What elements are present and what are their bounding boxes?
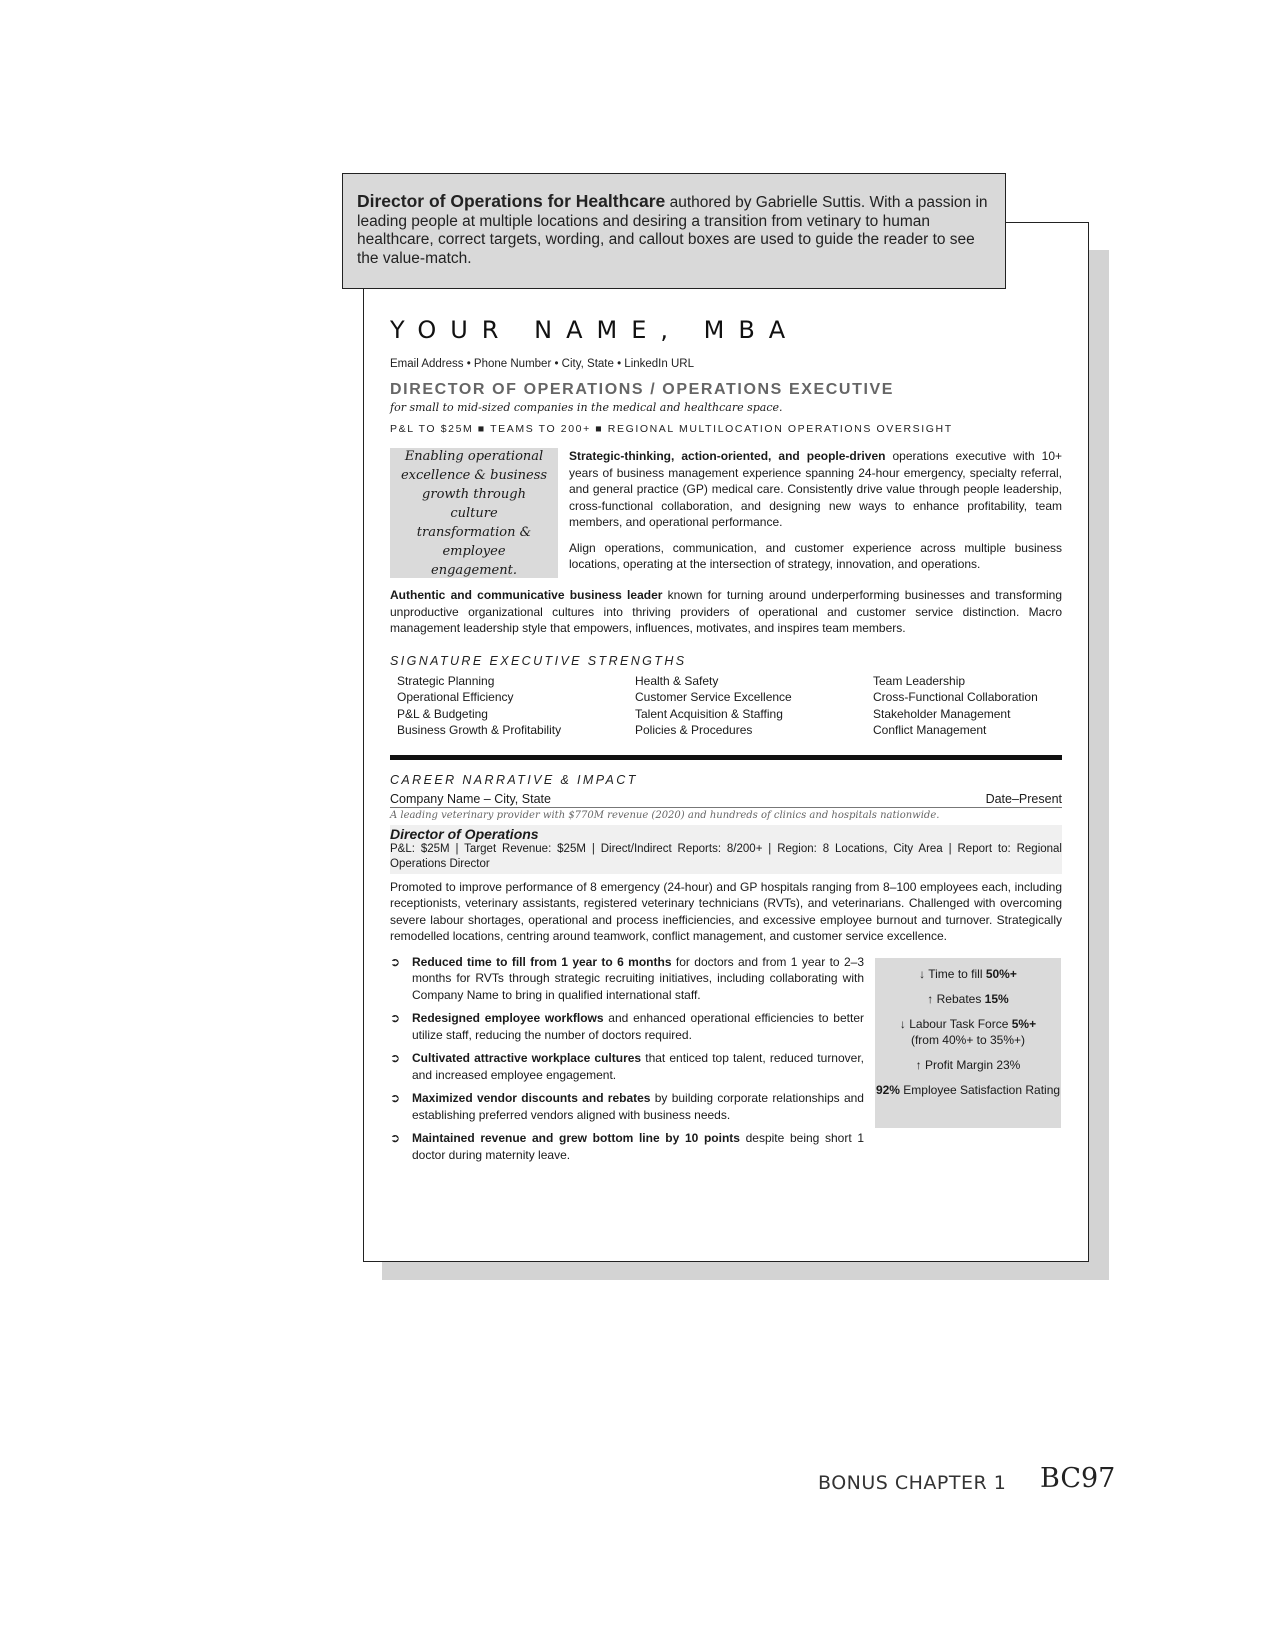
- intro-paragraph-1: [569, 448, 1062, 531]
- strength-item: P&L & Budgeting: [397, 706, 488, 721]
- strength-item: Talent Acquisition & Staffing: [635, 706, 783, 721]
- candidate-name: YOUR NAME, MBA: [390, 316, 800, 344]
- arrow-bullet-icon: ➲: [390, 1091, 401, 1105]
- strength-item: Strategic Planning: [397, 673, 495, 688]
- bullet-bold: Redesigned employee workflows: [412, 1011, 604, 1025]
- employment-dates: Date–Present: [985, 791, 1062, 806]
- strengths-heading: SIGNATURE EXECUTIVE STRENGTHS: [390, 653, 687, 668]
- metric-value: 15%: [984, 991, 1009, 1006]
- metric-profit-margin: ↑ Profit Margin 23%: [915, 1057, 1021, 1072]
- strength-item: Policies & Procedures: [635, 723, 753, 737]
- quote-box: Enabling operational excellence & business growth through culture transformation & employee engagement.: [390, 448, 558, 578]
- resume-content: [390, 316, 1062, 1170]
- bullet-text: for doctors and from 1 year to 2–3 months for RVTs through strategic recruiting initiatives, including collaborating with Company Name to bring in qualified international staff.: [412, 954, 864, 1002]
- metric-label: ↓ Labour Task Force: [899, 1016, 1012, 1031]
- list-item: [390, 1130, 864, 1163]
- metric-rebates: [875, 991, 1061, 1007]
- role-meta: P&L: $25M | Target Revenue: $25M | Direct/Indirect Reports: 8/200+ | Region: 8 Locations, City Area | Report to: Regional Operations Director: [390, 842, 1062, 870]
- career-heading: CAREER NARRATIVE & IMPACT: [390, 772, 638, 787]
- intro-p1-rest: operations executive with 10+ years of business management experience spanning 24-hour emergency, specialty referral, and general practice (GP) medical care. Consistently drive value through people leadership, cross-functional collaboration, and designing new ways to enhance profitability, team members, and operational performance.: [569, 449, 1062, 529]
- list-item: [390, 1050, 864, 1083]
- achievement-list: [390, 954, 864, 1171]
- headline-subtitle: for small to mid-sized companies in the medical and healthcare space.: [390, 401, 783, 414]
- strength-item: Cross-Functional Collaboration: [873, 690, 1038, 704]
- bullet-text: and enhanced operational efficiencies to better utilize staff, reducing the number of doctors required.: [412, 1011, 864, 1042]
- strength-item: Stakeholder Management: [873, 706, 1011, 721]
- list-item: [390, 1090, 864, 1123]
- role-title: Director of Operations: [390, 825, 539, 842]
- callout-box: [342, 173, 1006, 289]
- strength-item: Customer Service Excellence: [635, 690, 792, 704]
- role-summary: Promoted to improve performance of 8 emergency (24-hour) and GP hospitals ranging from 8–100 employees each, including receptionists, veterinary assistants, registered veterinary technicians (RVTs), and veterinarians. Challenged with overcoming severe labour shortages, operational and process inefficiencies, and excessive employee burnout and turnover. Strategically remodelled locations, centring around teamwork, conflict management, and customer service excellence.: [390, 879, 1062, 943]
- intro-section: [390, 448, 1062, 578]
- metric-time-to-fill: [875, 966, 1061, 982]
- callout-title: Director of Operations for Healthcare: [357, 191, 666, 211]
- page-number: BC97: [1040, 1463, 1116, 1494]
- strengths-grid: [390, 673, 1062, 739]
- metric-value: 5%+: [1011, 1016, 1037, 1031]
- bullet-text: that enticed top talent, reduced turnover, and increased employee engagement.: [412, 1051, 864, 1082]
- intro-p3-rest: known for turning around underperforming businesses and transforming unproductive organizational cultures into thriving providers of operational and customer service distinction. Macro management leadership style that empowers, influences, motivates, and inspires team members.: [390, 588, 1062, 635]
- arrow-bullet-icon: ➲: [390, 1051, 401, 1065]
- strength-item: Health & Safety: [635, 673, 719, 688]
- bullet-text: despite being short 1 doctor during maternity leave.: [412, 1131, 864, 1162]
- list-item: [390, 1010, 864, 1043]
- arrow-bullet-icon: ➲: [390, 954, 401, 969]
- headline-title: DIRECTOR OF OPERATIONS / OPERATIONS EXECUTIVE: [390, 381, 895, 398]
- achievements-section: [390, 954, 1062, 1171]
- arrow-bullet-icon: ➲: [390, 1011, 401, 1025]
- metric-labour: [875, 1016, 1061, 1048]
- strength-item: Business Growth & Profitability: [397, 723, 562, 737]
- footer-chapter: BONUS CHAPTER 1: [818, 1472, 1007, 1494]
- intro-paragraph-2: Align operations, communication, and customer experience across multiple business locations, operating at the intersection of strategy, innovation, and operations.: [569, 540, 1062, 571]
- metrics-box: [875, 958, 1061, 1128]
- role-box: [390, 825, 1062, 874]
- intro-paragraph-3: [390, 587, 1062, 637]
- strength-item: Conflict Management: [873, 723, 987, 737]
- section-divider: [390, 755, 1062, 760]
- arrow-bullet-icon: ➲: [390, 1131, 401, 1145]
- metric-satisfaction: [875, 1082, 1061, 1098]
- callout-text: authored by Gabrielle Suttis. With a passion in leading people at multiple locations and desiring a transition from vetinary to human healthcare, correct targets, wording, and callout boxes are used to guide the reader to see the value-match.: [357, 194, 988, 267]
- contact-line: Email Address • Phone Number • City, State • LinkedIn URL: [390, 358, 694, 370]
- list-item: [390, 954, 864, 1004]
- metric-label: ↓ Time to fill: [919, 966, 986, 981]
- strength-item: Operational Efficiency: [397, 690, 514, 704]
- metric-sub: (from 40%+ to 35%+): [910, 1032, 1026, 1047]
- tagline: P&L TO $25M ■ TEAMS TO 200+ ■ REGIONAL MULTILOCATION OPERATIONS OVERSIGHT: [390, 423, 953, 435]
- bullet-text: by building corporate relationships and establishing preferred vendors aligned with business needs.: [412, 1091, 864, 1122]
- bullet-bold: Cultivated attractive workplace cultures: [412, 1051, 642, 1065]
- intro-p1-bold: Strategic-thinking, action-oriented, and people-driven: [569, 449, 886, 463]
- bullet-bold: Maximized vendor discounts and rebates: [412, 1091, 651, 1105]
- company-description: A leading veterinary provider with $770M revenue (2020) and hundreds of clinics and hospitals nationwide.: [390, 809, 940, 821]
- bullet-bold: Maintained revenue and grew bottom line by 10 points: [412, 1131, 740, 1145]
- metric-label: Employee Satisfaction Rating: [899, 1082, 1061, 1097]
- company-name: Company Name – City, State: [390, 791, 551, 806]
- metric-label: ↑ Rebates: [927, 991, 985, 1006]
- intro-p3-bold: Authentic and communicative business leader: [390, 588, 663, 602]
- intro-text: [569, 448, 1062, 578]
- strength-item: Team Leadership: [873, 673, 966, 688]
- bullet-bold: Reduced time to fill from 1 year to 6 months: [412, 954, 672, 969]
- metric-value: 50%+: [985, 966, 1017, 981]
- metric-value: 92%: [875, 1082, 900, 1097]
- company-row: [390, 792, 1062, 808]
